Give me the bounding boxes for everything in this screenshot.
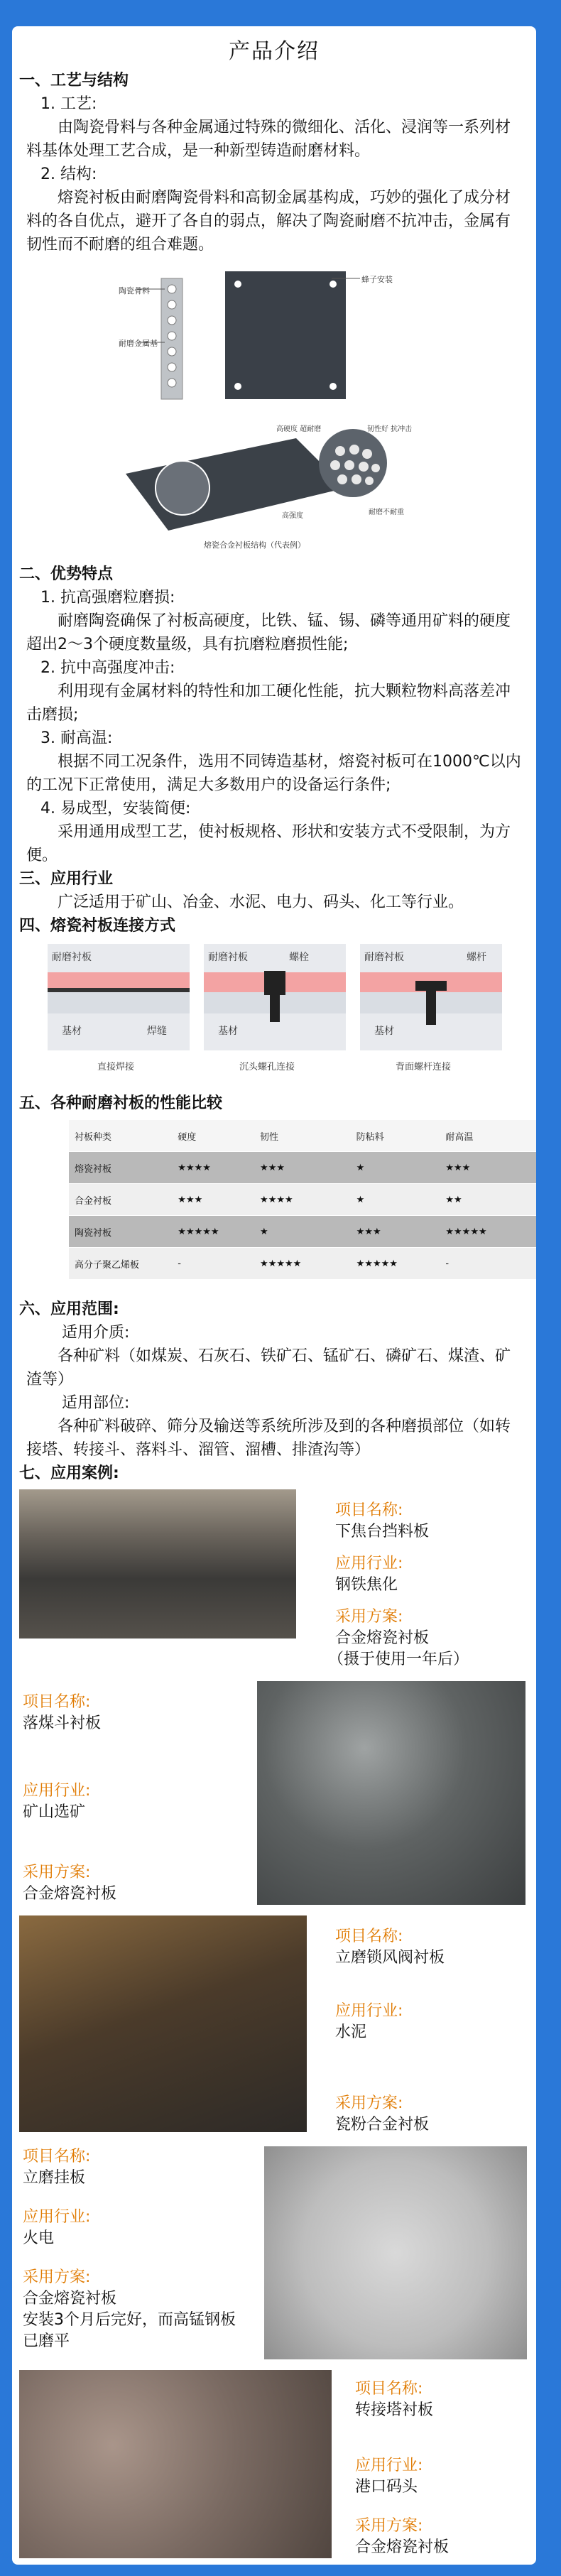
section-3-heading: 三、应用行业 bbox=[19, 870, 114, 888]
table-header-row bbox=[69, 1120, 536, 1152]
back-bolt-rod-label: 螺杆 bbox=[467, 952, 486, 963]
fig-label-mount: 蜂子安装 bbox=[361, 275, 393, 284]
case-1-name: 下焦台挡料板 bbox=[335, 1523, 430, 1540]
table-cell: ★★★★★ bbox=[440, 1216, 536, 1248]
table-header-cell: 韧性 bbox=[254, 1120, 351, 1152]
table-cell: ★★★★★ bbox=[172, 1216, 254, 1248]
case-4-plan: 合金熔瓷衬板 bbox=[23, 2290, 117, 2308]
section-1-heading: 一、工艺与结构 bbox=[19, 72, 129, 89]
case-1-name-label: 项目名称: bbox=[335, 1501, 403, 1519]
case-3-industry: 水泥 bbox=[335, 2023, 367, 2041]
case-3-plan-label: 采用方案: bbox=[335, 2094, 403, 2112]
fig-label-toughness: 韧性好 抗冲击 bbox=[367, 425, 413, 433]
section-6-para-2: 各种矿料破碎、筛分及输送等系统所涉及到的各种磨损部位（如转接塔、转接斗、落料斗、溜管、溜槽、排渣沟等） bbox=[26, 1418, 511, 1459]
table-cell: ★★★★ bbox=[172, 1152, 254, 1184]
structure-caption: 熔瓷合金衬板结构（代表例） bbox=[204, 540, 305, 550]
section-2-para-4: 采用通用成型工艺，使衬板规格、形状和安装方式不受限制，为方便。 bbox=[26, 823, 511, 864]
case-4-industry-label: 应用行业: bbox=[23, 2208, 91, 2226]
case-5-name-label: 项目名称: bbox=[355, 2380, 423, 2398]
section-2-heading: 二、优势特点 bbox=[19, 565, 114, 583]
table-cell: ★★★★★ bbox=[254, 1248, 351, 1280]
structure-figure bbox=[119, 261, 431, 552]
case-2-plan: 合金熔瓷衬板 bbox=[23, 1885, 117, 1903]
case-4-note: 安装3个月后完好，而高锰钢板已磨平 bbox=[23, 2311, 236, 2350]
section-1-sub-2: 2. 结构: bbox=[40, 165, 97, 183]
case-3-photo bbox=[19, 1915, 307, 2132]
case-3-industry-label: 应用行业: bbox=[335, 2002, 403, 2020]
back-bolt-top-label: 耐磨衬板 bbox=[364, 952, 404, 963]
case-5-photo bbox=[19, 2370, 332, 2558]
case-1-plan: 合金熔瓷衬板 bbox=[335, 1629, 430, 1647]
case-3-plan: 瓷粉合金衬板 bbox=[335, 2116, 430, 2134]
table-cell: ★★★ bbox=[172, 1184, 254, 1216]
section-7-heading: 七、应用案例: bbox=[19, 1464, 119, 1482]
connection-diagram-weld bbox=[48, 944, 190, 1079]
case-4-name: 立磨挂板 bbox=[23, 2169, 86, 2187]
table-row bbox=[69, 1248, 536, 1280]
section-5-heading: 五、各种耐磨衬板的性能比较 bbox=[19, 1094, 223, 1112]
case-2-name-label: 项目名称: bbox=[23, 1693, 91, 1711]
weld-seam-label: 焊缝 bbox=[147, 1026, 167, 1037]
case-1-industry-label: 应用行业: bbox=[335, 1555, 403, 1572]
countersunk-bolt-label: 螺栓 bbox=[289, 952, 309, 963]
back-bolt-caption: 背面螺杆连接 bbox=[396, 1062, 452, 1072]
countersunk-caption: 沉头螺孔连接 bbox=[239, 1062, 295, 1072]
weld-top-label: 耐磨衬板 bbox=[52, 952, 92, 963]
case-4-name-label: 项目名称: bbox=[23, 2148, 91, 2165]
table-header-cell: 硬度 bbox=[172, 1120, 254, 1152]
case-2-photo bbox=[257, 1681, 525, 1905]
weld-caption: 直接焊接 bbox=[97, 1062, 135, 1072]
table-cell: ★★★ bbox=[254, 1152, 351, 1184]
table-cell: ★ bbox=[254, 1216, 351, 1248]
section-2-sub-3: 3. 耐高温: bbox=[40, 729, 113, 747]
section-2-sub-1: 1. 抗高强磨粒磨损: bbox=[40, 589, 175, 607]
table-cell: ★ bbox=[351, 1184, 440, 1216]
table-header-cell: 衬板种类 bbox=[69, 1120, 172, 1152]
fig-label-hardness: 高硬度 超耐磨 bbox=[276, 425, 322, 433]
section-6-heading: 六、应用范围: bbox=[19, 1300, 119, 1318]
case-2-industry: 矿山选矿 bbox=[23, 1803, 86, 1821]
section-2-sub-4: 4. 易成型，安装简便: bbox=[40, 800, 191, 817]
fig-label-ceramic: 陶瓷骨料 bbox=[119, 286, 150, 295]
fig-label-wear: 耐磨不耐重 bbox=[369, 509, 404, 516]
case-5-name: 转接塔衬板 bbox=[355, 2401, 434, 2419]
table-cell: - bbox=[172, 1248, 254, 1280]
table-row bbox=[69, 1184, 536, 1216]
table-cell: ★ bbox=[351, 1152, 440, 1184]
connection-diagram-countersunk bbox=[204, 944, 346, 1079]
case-5-industry: 港口码头 bbox=[355, 2478, 418, 2496]
case-5-plan-label: 采用方案: bbox=[355, 2517, 423, 2535]
case-2-industry-label: 应用行业: bbox=[23, 1782, 91, 1800]
case-1-note: （摄于使用一年后） bbox=[328, 1651, 469, 1668]
case-4-industry: 火电 bbox=[23, 2229, 55, 2247]
section-1-sub-1: 1. 工艺: bbox=[40, 95, 97, 113]
section-4-heading: 四、熔瓷衬板连接方式 bbox=[19, 917, 176, 935]
table-cell: ★★★ bbox=[440, 1152, 536, 1184]
connection-diagram-back-bolt bbox=[360, 944, 502, 1079]
case-1-photo bbox=[19, 1489, 296, 1638]
section-1-para-2: 熔瓷衬板由耐磨陶瓷骨料和高韧金属基构成，巧妙的强化了成分材料的各自优点，避开了各自的弱点，解决了陶瓷耐磨不抗冲击，金属有韧性而不耐磨的组合难题。 bbox=[26, 189, 511, 254]
weld-base-label: 基材 bbox=[62, 1026, 82, 1037]
table-header-cell: 防粘料 bbox=[351, 1120, 440, 1152]
section-1-para-1: 由陶瓷骨料与各种金属通过特殊的微细化、活化、浸润等一系列材料基体处理工艺合成，是一种新型铸造耐磨材料。 bbox=[26, 119, 511, 160]
table-header-cell: 耐高温 bbox=[440, 1120, 536, 1152]
section-2-para-3: 根据不同工况条件，选用不同铸造基材，熔瓷衬板可在1000℃以内的工况下正常使用，满足大多数用户的设备运行条件; bbox=[26, 753, 521, 794]
section-3-para: 广泛适用于矿山、冶金、水泥、电力、码头、化工等行业。 bbox=[58, 893, 464, 911]
section-2-para-1: 耐磨陶瓷确保了衬板高硬度，比铁、锰、锡、磷等通用矿料的硬度超出2～3个硬度数量级，具有抗磨粒磨损性能; bbox=[26, 612, 511, 653]
table-cell: ★★★ bbox=[351, 1216, 440, 1248]
case-4-plan-label: 采用方案: bbox=[23, 2268, 91, 2286]
case-2-name: 落煤斗衬板 bbox=[23, 1714, 102, 1732]
content-card bbox=[12, 26, 536, 2565]
table-cell: 熔瓷衬板 bbox=[69, 1152, 172, 1184]
table-cell: 合金衬板 bbox=[69, 1184, 172, 1216]
section-6-sub-1: 适用介质: bbox=[62, 1324, 130, 1342]
table-cell: ★★★★★ bbox=[351, 1248, 440, 1280]
back-bolt-base-label: 基材 bbox=[374, 1026, 394, 1037]
case-1-industry: 钢铁焦化 bbox=[335, 1576, 398, 1594]
section-6-sub-2: 适用部位: bbox=[62, 1394, 130, 1412]
case-2-plan-label: 采用方案: bbox=[23, 1864, 91, 1881]
section-6-para-1: 各种矿料（如煤炭、石灰石、铁矿石、锰矿石、磷矿石、煤渣、矿渣等） bbox=[26, 1347, 511, 1388]
table-cell: 陶瓷衬板 bbox=[69, 1216, 172, 1248]
comparison-table bbox=[69, 1120, 536, 1280]
case-3-name-label: 项目名称: bbox=[335, 1928, 403, 1945]
case-3-name: 立磨锁风阀衬板 bbox=[335, 1949, 445, 1967]
case-5-plan: 合金熔瓷衬板 bbox=[355, 2538, 450, 2556]
fig-label-metal-base: 耐磨金属基 bbox=[119, 339, 158, 348]
countersunk-base-label: 基材 bbox=[218, 1026, 238, 1037]
countersunk-top-label: 耐磨衬板 bbox=[208, 952, 248, 963]
case-4-photo bbox=[264, 2146, 527, 2359]
table-cell: 高分子聚乙烯板 bbox=[69, 1248, 172, 1280]
table-row bbox=[69, 1152, 536, 1184]
section-2-para-2: 利用现有金属材料的特性和加工硬化性能，抗大颗粒物料高落差冲击磨损; bbox=[26, 683, 511, 724]
table-cell: ★★ bbox=[440, 1184, 536, 1216]
case-1-plan-label: 采用方案: bbox=[335, 1608, 403, 1626]
case-5-industry-label: 应用行业: bbox=[355, 2457, 423, 2474]
fig-label-strength: 高强度 bbox=[282, 512, 303, 520]
table-row bbox=[69, 1216, 536, 1248]
page-title: 产品介绍 bbox=[229, 39, 320, 64]
table-cell: - bbox=[440, 1248, 536, 1280]
section-2-sub-2: 2. 抗中高强度冲击: bbox=[40, 659, 175, 677]
table-cell: ★★★★ bbox=[254, 1184, 351, 1216]
